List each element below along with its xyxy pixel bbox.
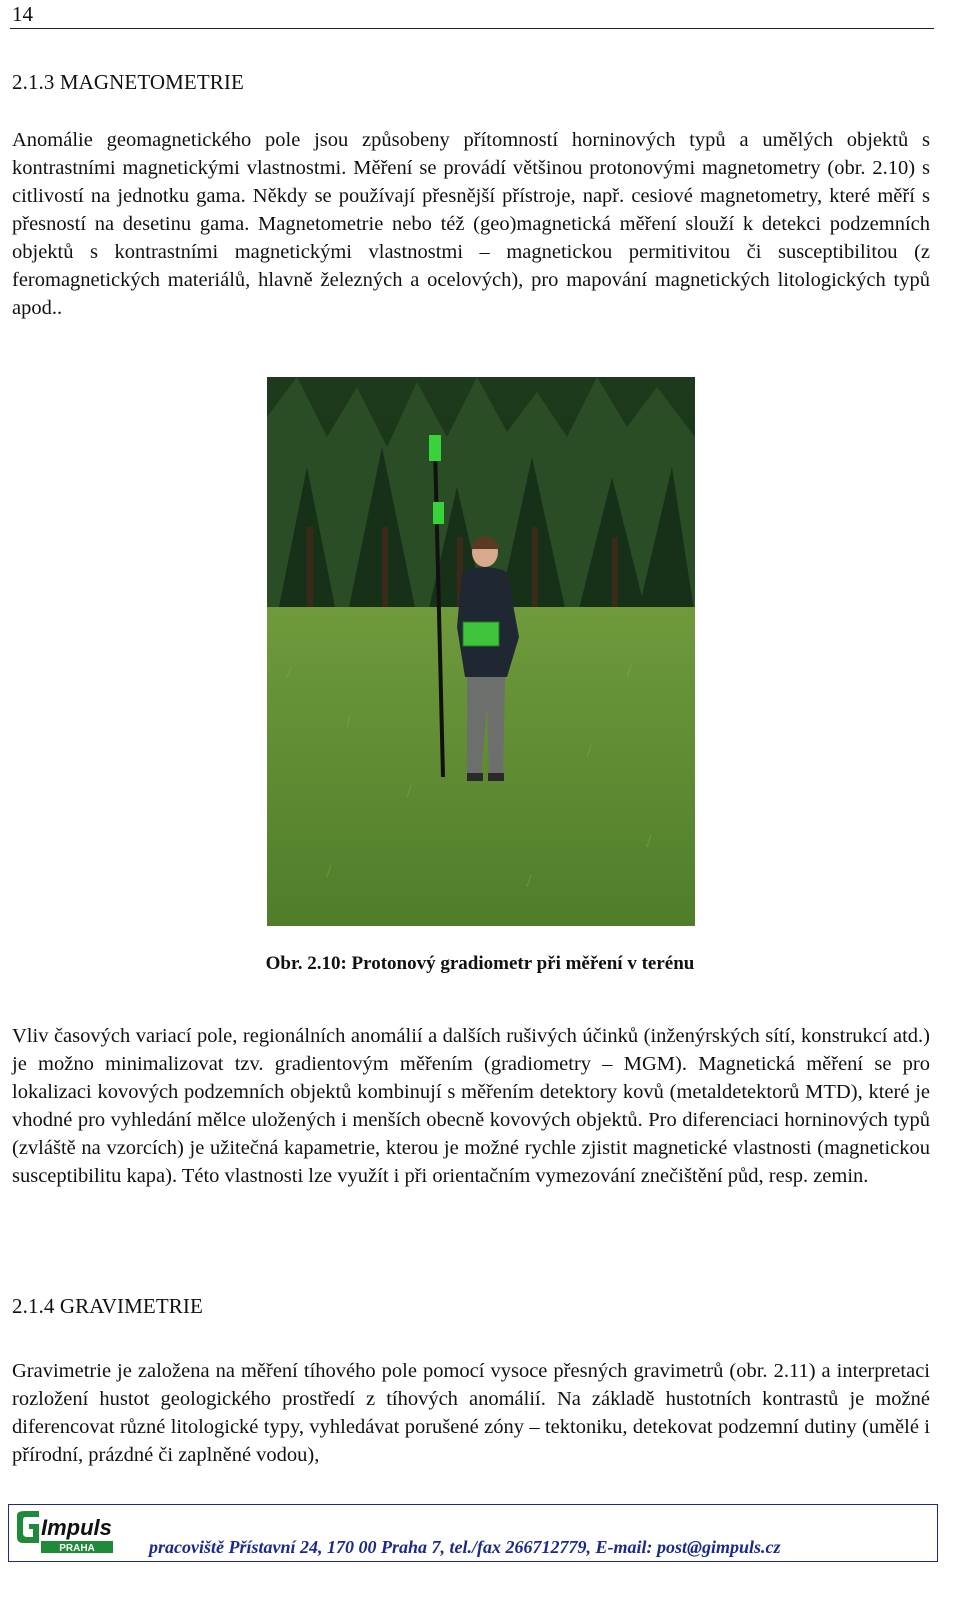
page-number: 14 — [12, 2, 33, 26]
logo-subtext: PRAHA — [59, 1543, 95, 1554]
gimpuls-logo-mark — [13, 1509, 125, 1557]
paragraph-gravimetrie: Gravimetrie je založena na měření tíhového pole pomocí vysoce přesných gravimetrů (obr. 2.11) a interpretaci rozložení hustot geologického prostředí z tíhových anomálií. Na základě hustotních kontrastů je možné diferencovat různé litologické typy, vyhledávat porušené zóny – tektoniku, detekovat podzemní dutiny (umělé i přírodní, prázdné či zaplněné vodou), — [12, 1360, 930, 1466]
section-heading-gravimetrie: 2.1.4 GRAVIMETRIE — [12, 1294, 203, 1318]
figure-photo — [267, 377, 695, 926]
page-header — [10, 0, 934, 29]
page-footer — [8, 1504, 938, 1562]
paragraph-magnetometrie: Anomálie geomagnetického pole jsou způsobeny přítomností horninových typů a umělých objektů s kontrastními magnetickými vlastnostmi. Měření se provádí většinou protonovými magnetometry (obr. 2.10) s citlivostí na jednotku gama. Někdy se používají přesnější přístroje, např. cesiové magnetometry, které měří s přesností na desetinu gama. Magnetometrie nebo též (geo)magnetická měření slouží k detekci podzemních objektů s kontrastními magnetickými vlastnostmi – magnetickou permitivitou či susceptibilitou (z feromagnetických materiálů, hlavně železných a ocelových), pro mapování magnetických litologických typů apod.. — [12, 129, 930, 319]
paragraph-gradiometry: Vliv časových variací pole, regionálních anomálií a dalších rušivých účinků (inženýrských sítí, konstrukcí atd.) je možno minimalizovat tzv. gradientovým měřením (gradiometry – MGM). Magnetická měření se pro lokalizaci kovových podzemních objektů kombinují s měřením detektory kovů (metaldetektorů MTD), které je vhodné pro vyhledání mělce uložených i menších obecně kovových objektů. Pro diferenciaci horninových typů (zvláště na vzorcích) je užitečná kapametrie, kterou je možné rychle zjistit magnetické vlastnosti (magnetickou susceptibilitu kapa). Této vlastnosti lze využít i při orientačním vymezování znečištění půd, resp. zemin. — [12, 1025, 930, 1187]
field-survey-photo — [267, 377, 695, 926]
logo-wordmark: Impuls — [41, 1515, 112, 1540]
section-heading-magnetometrie: 2.1.3 MAGNETOMETRIE — [12, 70, 244, 94]
figure-caption: Obr. 2.10: Protonový gradiometr při měření v terénu — [265, 953, 695, 974]
footer-address: pracoviště Přístavní 24, 170 00 Praha 7, tel./fax 266712779, E-mail: post@gimpuls.cz — [149, 1537, 781, 1557]
gimpuls-logo — [13, 1509, 125, 1557]
